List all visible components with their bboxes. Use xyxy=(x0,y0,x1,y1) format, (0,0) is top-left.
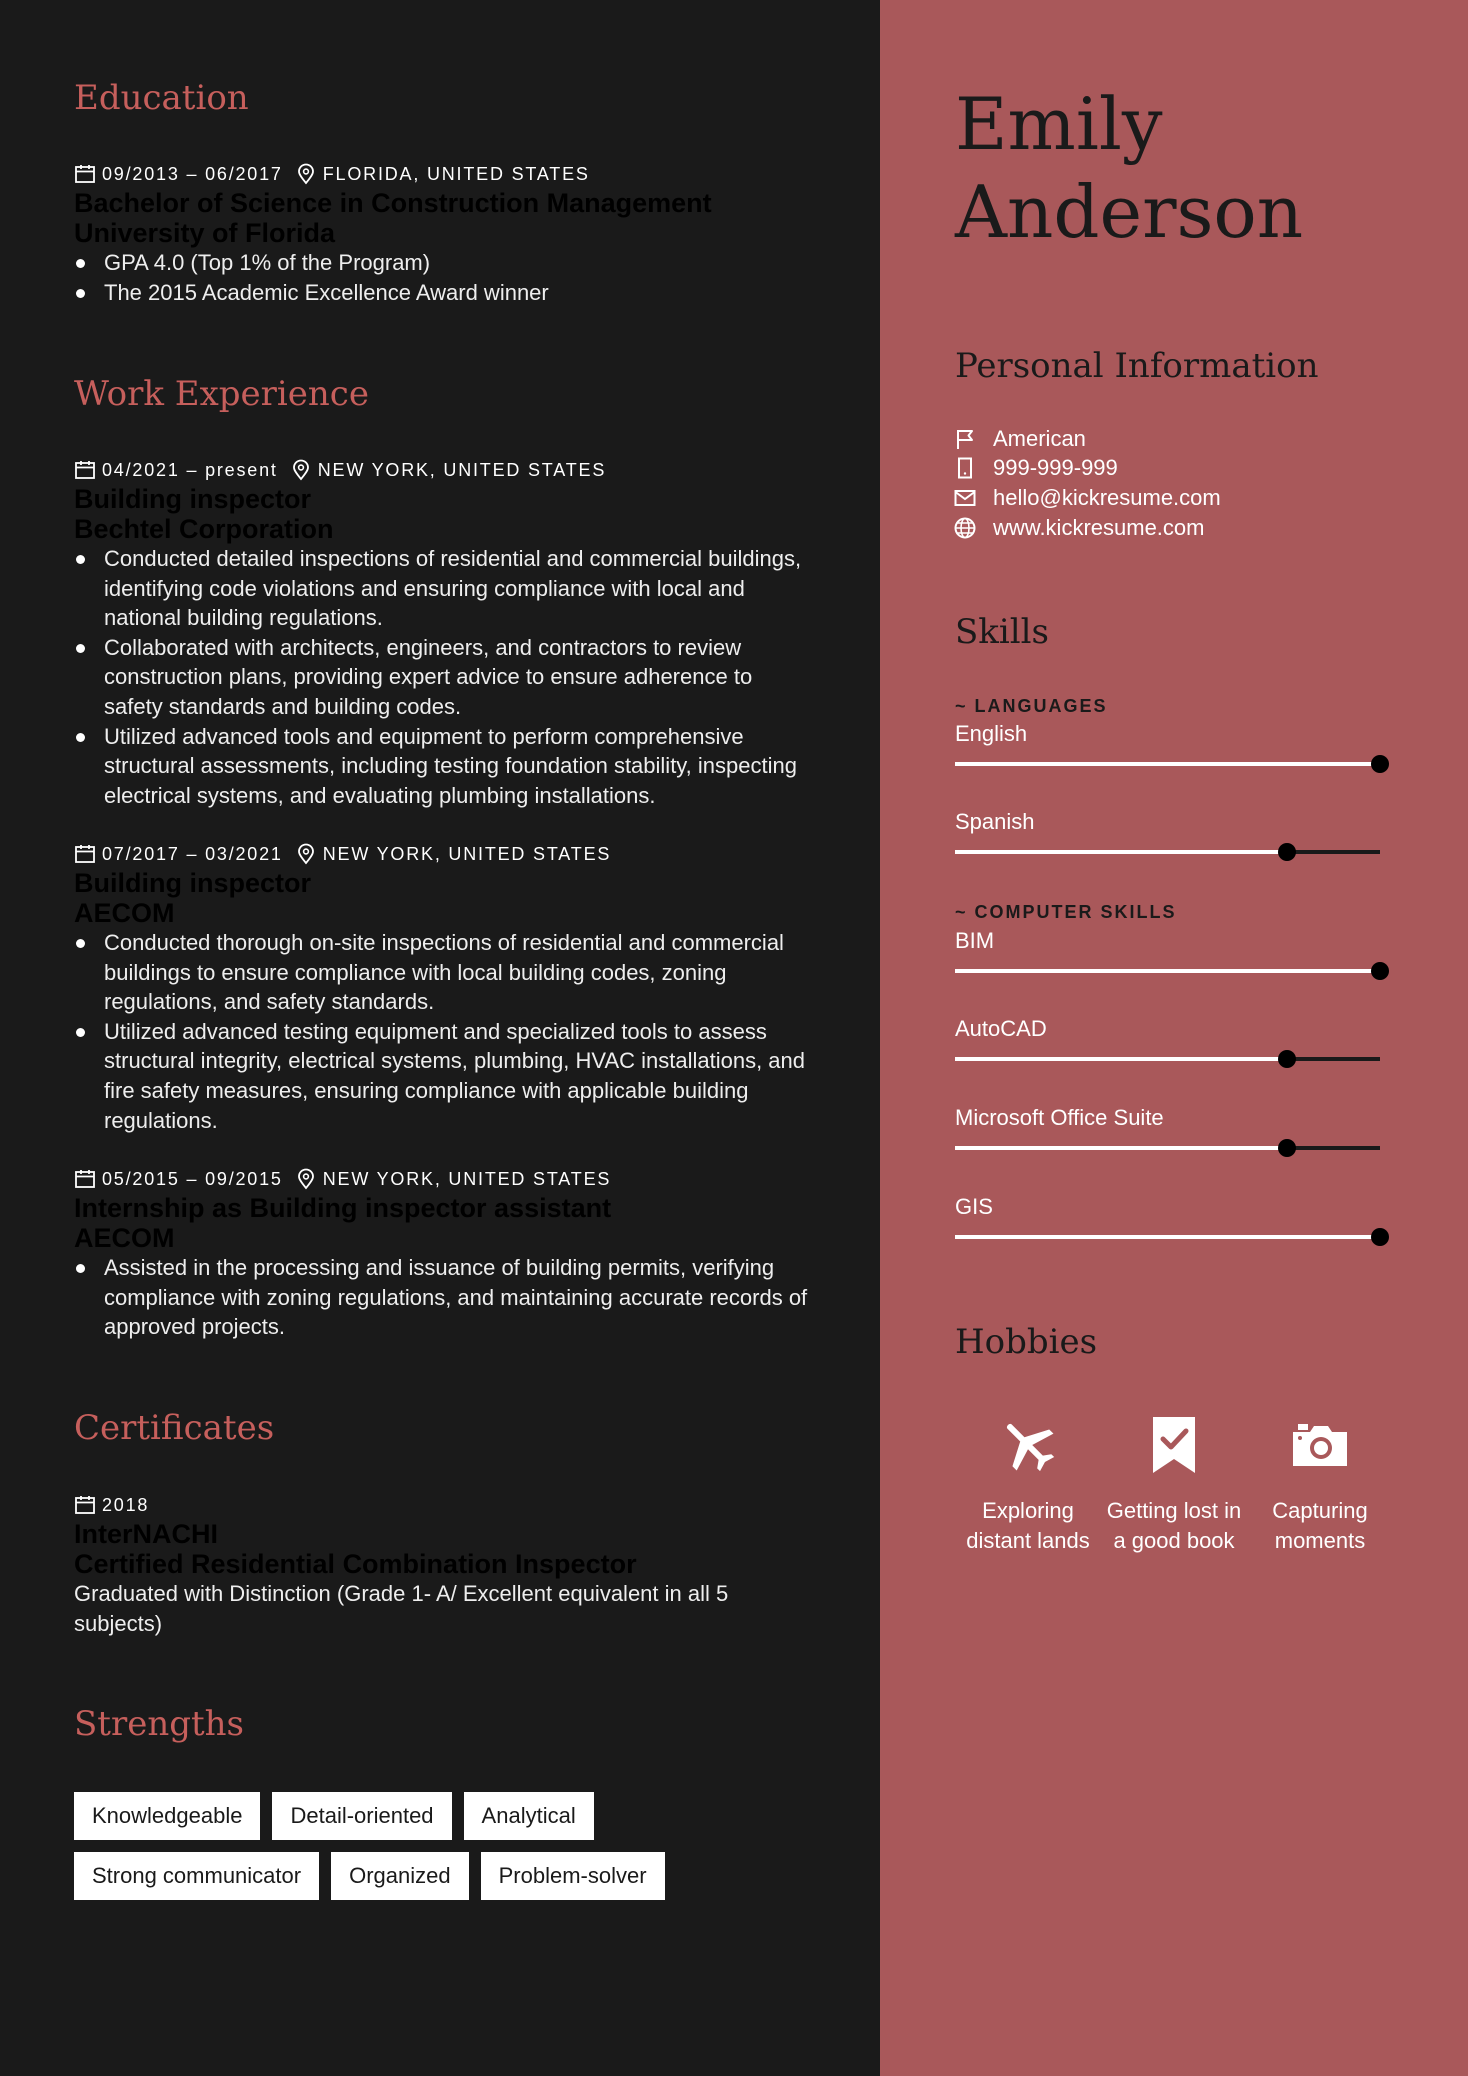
entry-meta xyxy=(74,1167,814,1191)
skill-bar-fill xyxy=(955,850,1287,854)
strength-chip: Detail-oriented xyxy=(272,1792,451,1840)
education-entry xyxy=(74,162,814,307)
skill-bar xyxy=(955,762,1380,766)
mail-icon xyxy=(953,486,977,510)
skill-name: English xyxy=(955,721,1028,746)
airplane-icon xyxy=(998,1415,1058,1475)
skill-bar xyxy=(955,969,1380,973)
entry-date: 2018 xyxy=(102,1494,150,1515)
location-pin-icon xyxy=(295,1168,317,1190)
skill-level-dot xyxy=(1278,843,1296,861)
candidate-name xyxy=(955,80,1303,256)
entry-bullets xyxy=(74,1253,814,1342)
bullet-item: Conducted detailed inspections of residential and commercial buildings, identifying code violations and ensuring compliance with local and national building regulations. xyxy=(74,544,814,633)
entry-location: NEW YORK, UNITED STATES xyxy=(322,1168,612,1189)
strengths-row xyxy=(74,1792,814,1840)
bullet-item: Utilized advanced tools and equipment to perform comprehensive structural assessments, including testing foundation stability, inspecting electrical systems, and evaluating plumbing installations. xyxy=(74,722,814,811)
globe-icon xyxy=(953,516,977,540)
phone-icon xyxy=(953,456,977,480)
entry-title: Building inspector xyxy=(74,484,312,514)
work-entry xyxy=(74,842,814,1135)
skill-level-dot xyxy=(1278,1139,1296,1157)
hobby-label: Getting lost in a good book xyxy=(1106,1498,1242,1553)
skill-name: AutoCAD xyxy=(955,1016,1047,1041)
entry-organization: AECOM xyxy=(74,1223,175,1253)
strength-chip: Analytical xyxy=(464,1792,594,1840)
entry-organization: AECOM xyxy=(74,898,175,928)
camera-icon xyxy=(1290,1420,1350,1470)
skill-category-languages: ~ LANGUAGES xyxy=(955,696,1108,716)
last-name: Anderson xyxy=(955,170,1304,254)
calendar-icon xyxy=(74,459,96,481)
contact-website xyxy=(953,513,1221,543)
hobby-item xyxy=(1247,1410,1393,1555)
bullet-item: Utilized advanced testing equipment and specialized tools to assess structural integrity, electrical systems, plumbing, HVAC installations, and fire safety measures, ensuring compliance with applicable building regulations. xyxy=(74,1017,814,1135)
section-title-personal-information: Personal Information xyxy=(955,346,1319,386)
hobby-label: Capturing moments xyxy=(1272,1498,1368,1553)
first-name: Emily xyxy=(955,82,1163,166)
entry-date: 09/2013 – 06/2017 xyxy=(102,163,283,184)
strength-chip: Problem-solver xyxy=(481,1852,665,1900)
skill-bar-fill xyxy=(955,1057,1287,1061)
calendar-icon xyxy=(74,843,96,865)
bullet-item: Collaborated with architects, engineers, and contractors to review construction plans, providing expert advice to ensure adherence to safety standards and building codes. xyxy=(74,633,814,722)
skill-level-dot xyxy=(1371,962,1389,980)
entry-organization: Certified Residential Combination Inspector xyxy=(74,1549,637,1579)
skill-item xyxy=(955,720,1380,766)
strength-chip: Strong communicator xyxy=(74,1852,319,1900)
entry-date: 04/2021 – present xyxy=(102,459,278,480)
calendar-icon xyxy=(74,163,96,185)
calendar-icon xyxy=(74,1168,96,1190)
entry-meta xyxy=(74,162,814,186)
location-pin-icon xyxy=(295,843,317,865)
skill-category-computer-skills: ~ COMPUTER SKILLS xyxy=(955,902,1177,922)
location-pin-icon xyxy=(295,163,317,185)
skill-bar-fill xyxy=(955,762,1380,766)
entry-bullets xyxy=(74,928,814,1135)
hobby-item xyxy=(1101,1410,1247,1555)
section-title-strengths: Strengths xyxy=(74,1704,244,1744)
section-title-certificates: Certificates xyxy=(74,1408,275,1448)
entry-meta xyxy=(74,842,814,866)
skill-bar xyxy=(955,1146,1380,1150)
strength-chip: Organized xyxy=(331,1852,469,1900)
contact-value: www.kickresume.com xyxy=(993,514,1205,540)
entry-bullets xyxy=(74,248,814,307)
skill-item xyxy=(955,1015,1380,1061)
section-title-education: Education xyxy=(74,78,249,118)
entry-organization: University of Florida xyxy=(74,218,336,248)
skill-bar xyxy=(955,1235,1380,1239)
skill-bar xyxy=(955,1057,1380,1061)
bullet-item: Assisted in the processing and issuance of building permits, verifying compliance with zoning regulations, and maintaining accurate records of approved projects. xyxy=(74,1253,814,1342)
section-title-skills: Skills xyxy=(955,612,1049,652)
contact-nationality xyxy=(953,424,1221,454)
entry-description: Graduated with Distinction (Grade 1- A/ Excellent equivalent in all 5 subjects) xyxy=(74,1581,729,1636)
strength-chip: Knowledgeable xyxy=(74,1792,260,1840)
bullet-item: GPA 4.0 (Top 1% of the Program) xyxy=(74,248,814,278)
calendar-icon xyxy=(74,1494,96,1516)
strengths-row xyxy=(74,1852,814,1900)
entry-meta xyxy=(74,458,814,482)
bullet-item: The 2015 Academic Excellence Award winner xyxy=(74,278,814,308)
entry-date: 07/2017 – 03/2021 xyxy=(102,843,283,864)
contact-email xyxy=(953,483,1221,513)
entry-organization: Bechtel Corporation xyxy=(74,514,334,544)
skill-level-dot xyxy=(1371,1228,1389,1246)
certificate-entry xyxy=(74,1493,814,1638)
skill-name: BIM xyxy=(955,928,995,953)
work-entry xyxy=(74,458,814,810)
section-title-work-experience: Work Experience xyxy=(74,374,369,414)
location-pin-icon xyxy=(290,459,312,481)
skill-level-dot xyxy=(1371,755,1389,773)
entry-location: NEW YORK, UNITED STATES xyxy=(322,843,612,864)
entry-title: InterNACHI xyxy=(74,1519,219,1549)
flag-icon xyxy=(953,427,977,451)
contact-value: hello@kickresume.com xyxy=(993,484,1221,510)
bookmark-icon xyxy=(1149,1415,1199,1475)
entry-bullets xyxy=(74,544,814,810)
entry-title: Building inspector xyxy=(74,868,312,898)
skill-level-dot xyxy=(1278,1050,1296,1068)
skill-item xyxy=(955,927,1380,973)
skill-bar-fill xyxy=(955,1235,1380,1239)
hobby-label: Exploring distant lands xyxy=(966,1498,1090,1553)
contact-list xyxy=(953,424,1221,542)
strengths-list xyxy=(74,1792,814,1912)
entry-location: NEW YORK, UNITED STATES xyxy=(317,459,607,480)
skill-bar-fill xyxy=(955,1146,1287,1150)
bullet-item: Conducted thorough on-site inspections of residential and commercial buildings to ensure compliance with local building codes, zoning regulations, and safety standards. xyxy=(74,928,814,1017)
skill-name: Microsoft Office Suite xyxy=(955,1105,1164,1130)
contact-value: 999-999-999 xyxy=(993,455,1118,481)
hobbies-list xyxy=(955,1410,1393,1555)
work-entry xyxy=(74,1167,814,1342)
skill-name: Spanish xyxy=(955,809,1035,834)
skill-item xyxy=(955,1104,1380,1150)
entry-location: FLORIDA, UNITED STATES xyxy=(322,163,590,184)
contact-value: American xyxy=(993,425,1086,451)
contact-phone xyxy=(953,454,1221,484)
entry-title: Internship as Building inspector assistant xyxy=(74,1193,612,1223)
skill-bar-fill xyxy=(955,969,1380,973)
skill-name: GIS xyxy=(955,1194,993,1219)
entry-title: Bachelor of Science in Construction Management xyxy=(74,188,712,218)
skill-item xyxy=(955,808,1380,854)
section-title-hobbies: Hobbies xyxy=(955,1322,1098,1362)
entry-date: 05/2015 – 09/2015 xyxy=(102,1168,283,1189)
entry-meta xyxy=(74,1493,814,1517)
skill-bar xyxy=(955,850,1380,854)
hobby-item xyxy=(955,1410,1101,1555)
skill-item xyxy=(955,1193,1380,1239)
